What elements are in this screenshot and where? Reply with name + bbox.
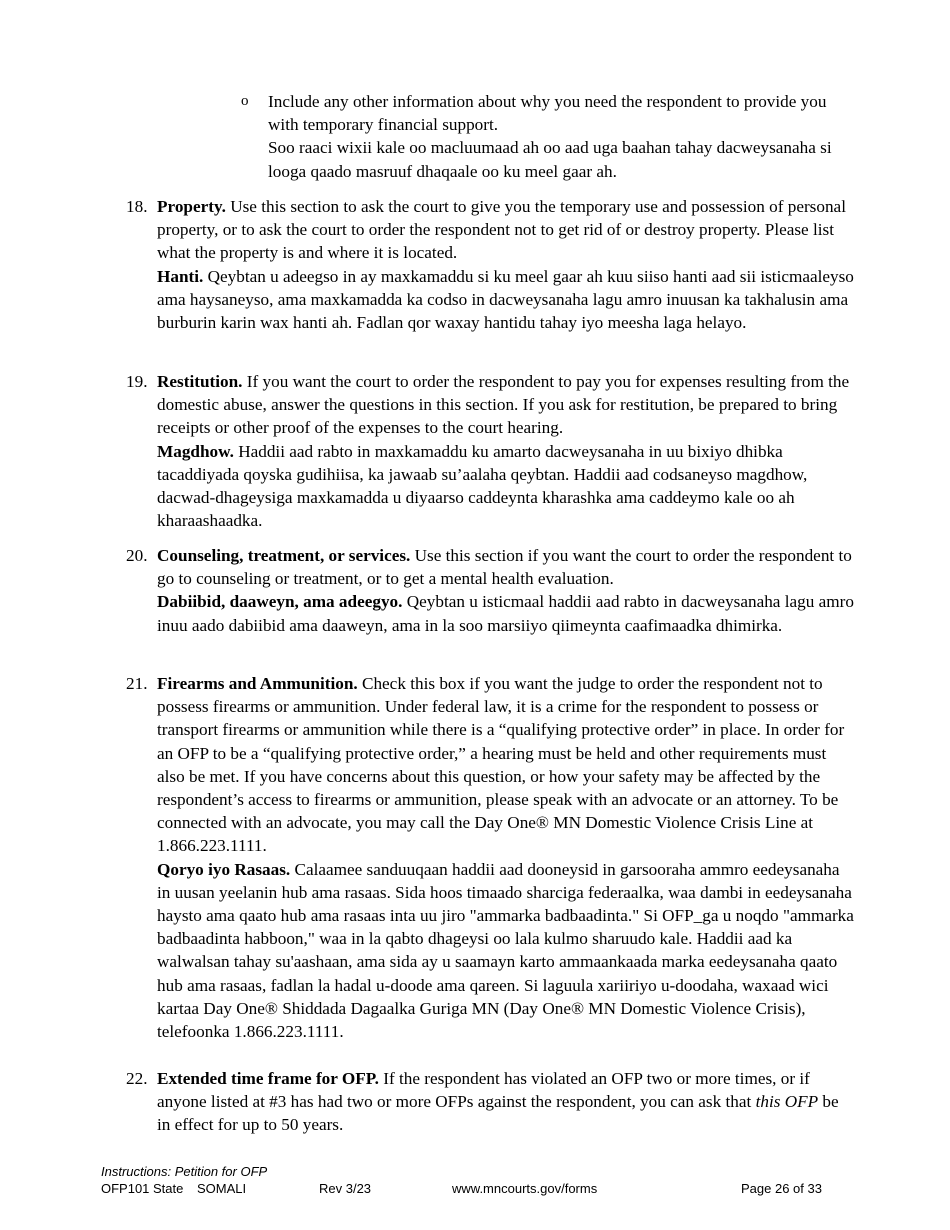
sub-bullet-english: Include any other information about why you need the respondent to provide you with temporary financial support. xyxy=(268,92,827,135)
section-21-firearms xyxy=(126,672,856,1043)
english-paragraph xyxy=(157,370,856,440)
footer-state: State xyxy=(153,1181,184,1196)
english-text: If you want the court to order the respondent to pay you for expenses resulting from the domestic abuse, answer the questions in this section. If you ask for restitution, be prepared to bring receipts or other proof of the expenses to the court hearing. xyxy=(157,372,850,438)
footer-row xyxy=(101,1180,861,1197)
somali-paragraph xyxy=(157,590,856,636)
section-number: 19. xyxy=(126,372,148,391)
english-title: Extended time frame for OFP. xyxy=(157,1069,379,1088)
section-22-extended-time-frame xyxy=(126,1067,856,1137)
english-title: Counseling, treatment, or services. xyxy=(157,546,411,565)
somali-text: Qeybtan u isticmaal haddii aad rabto in dacweysanaha lagu amro inuu aado dabiibid ama daaweyn, ama in la soo marsiiyo qiimeynta caafimaadka dhimirka. xyxy=(157,592,854,635)
bullet-marker: o xyxy=(241,93,249,109)
english-title: Firearms and Ammunition. xyxy=(157,674,358,693)
footer-form-id: OFP101 xyxy=(101,1181,150,1196)
english-paragraph xyxy=(157,1067,856,1137)
english-title: Restitution. xyxy=(157,372,243,391)
english-paragraph xyxy=(157,672,856,858)
somali-title: Dabiibid, daaweyn, ama adeegyo. xyxy=(157,592,403,612)
somali-paragraph xyxy=(157,440,856,533)
footer-url[interactable]: www.mncourts.gov/forms xyxy=(452,1181,598,1196)
section-18-property xyxy=(126,195,856,334)
english-title: Property. xyxy=(157,197,226,216)
somali-title: Magdhow. xyxy=(157,441,234,461)
sub-bullet-somali: Soo raaci wixii kale oo macluumaad ah oo aad uga baahan tahay dacweysanaha si looga qaado masruuf dhaqaale oo ku meel gaar ah. xyxy=(268,138,832,181)
somali-paragraph xyxy=(157,265,856,335)
english-text: Use this section to ask the court to give you the temporary use and possession of personal property, or to ask the court to order the respondent not to get rid of or destroy property. Please list what the property is and where it is located. xyxy=(157,197,846,263)
sub-bullet-financial-support xyxy=(241,90,861,183)
footer-page-number: Page 26 of 33 xyxy=(741,1181,822,1196)
footer-language: SOMALI xyxy=(197,1181,247,1196)
english-text: Use this section if you want the court to order the respondent to go to counseling or treatment, or to get a mental health evaluation. xyxy=(157,546,852,589)
english-text-before: If the respondent has violated an OFP two or more times, or if anyone listed at #3 has had two or more OFPs against the respondent, you can ask that xyxy=(157,1069,810,1112)
english-text: Check this box if you want the judge to order the respondent not to possess firearms or ammunition. Under federal law, it is a crime for the respondent to possess or transport firearms or ammunition while there is a “qualifying protective order” in place. In order for an OFP to be a “qualifying protective order,” a hearing must be held and other requirements must also be met. If you have concerns about this question, or how your safety may be affected by the respondent’s access to firearms or ammunition, please speak with an advocate or an attorney. To be connected with an advocate, you may call the Day One® MN Domestic Violence Crisis Line at 1.866.223.1111. xyxy=(157,674,845,856)
somali-paragraph xyxy=(157,858,856,1044)
section-19-restitution xyxy=(126,370,856,532)
section-number: 21. xyxy=(126,674,148,693)
footer-doc-title: Instructions: Petition for OFP xyxy=(101,1164,268,1179)
page-footer xyxy=(101,1163,861,1197)
section-number: 20. xyxy=(126,546,148,565)
somali-title: Hanti. xyxy=(157,266,204,286)
footer-revision: Rev 3/23 xyxy=(319,1181,372,1196)
somali-text: Haddii aad rabto in maxkamaddu ku amarto dacweysanaha in uu bixiyo dhibka tacaddiyada qoyska gudihiisa, ka jawaab su’aalaha qeybtan. Haddii aad codsaneyso magdhow, dacwad-dhageysiga maxkamadda u diyaarso caddeynta kharashka ama caddeymo kale oo ah kharaashaadka. xyxy=(157,441,808,531)
somali-text: Qeybtan u adeegso in ay maxkamaddu si ku meel gaar ah kuu siiso hanti aad sii isticmaaleyso ama haysaneyso, ama maxkamadda ka codso in dacweysanaha lagu amro inuusan ka takhalusin ama burburin karin wax hanti ah. Fadlan qor waxay hantidu tahay iyo meesha laga helayo. xyxy=(157,266,854,333)
english-paragraph xyxy=(157,195,856,265)
english-text-after: be in effect for up to 50 years. xyxy=(157,1092,839,1135)
section-number: 18. xyxy=(126,197,148,216)
section-20-counseling xyxy=(126,544,856,637)
somali-title: Qoryo iyo Rasaas. xyxy=(157,859,291,879)
english-italic: this OFP xyxy=(755,1092,819,1112)
english-paragraph xyxy=(157,544,856,590)
somali-text: Calaamee sanduuqaan haddii aad dooneysid in garsooraha ammro eedeysanaha in uusan yeelanin hub ama rasaas. Sida hoos timaado sharciga federaalka, waa dambi in eedeysanaha haysto ama qaato hub ama rasaas inta uu jiro "ammarka badbaadinta." Si OFP_ga u noqdo "ammarka badbaadinta habboon," waa in la qabto dhageysi oo lala kulmo sharuudo kale. Haddii aad ka walwalsan tahay su'aashaan, ama sida ay u saamayn karto ammaankaada marka eedeysanaha qaato hub ama rasaas, fadlan la hadal u-doode ama qareen. Si laguula xariiriyo u-doodaha, waxaad wici kartaa Day One® Shiddada Dagaalka Guriga MN (Day One® MN Domestic Violence Crisis), telefoonka 1.866.223.1111. xyxy=(157,859,854,1042)
section-number: 22. xyxy=(126,1069,148,1088)
